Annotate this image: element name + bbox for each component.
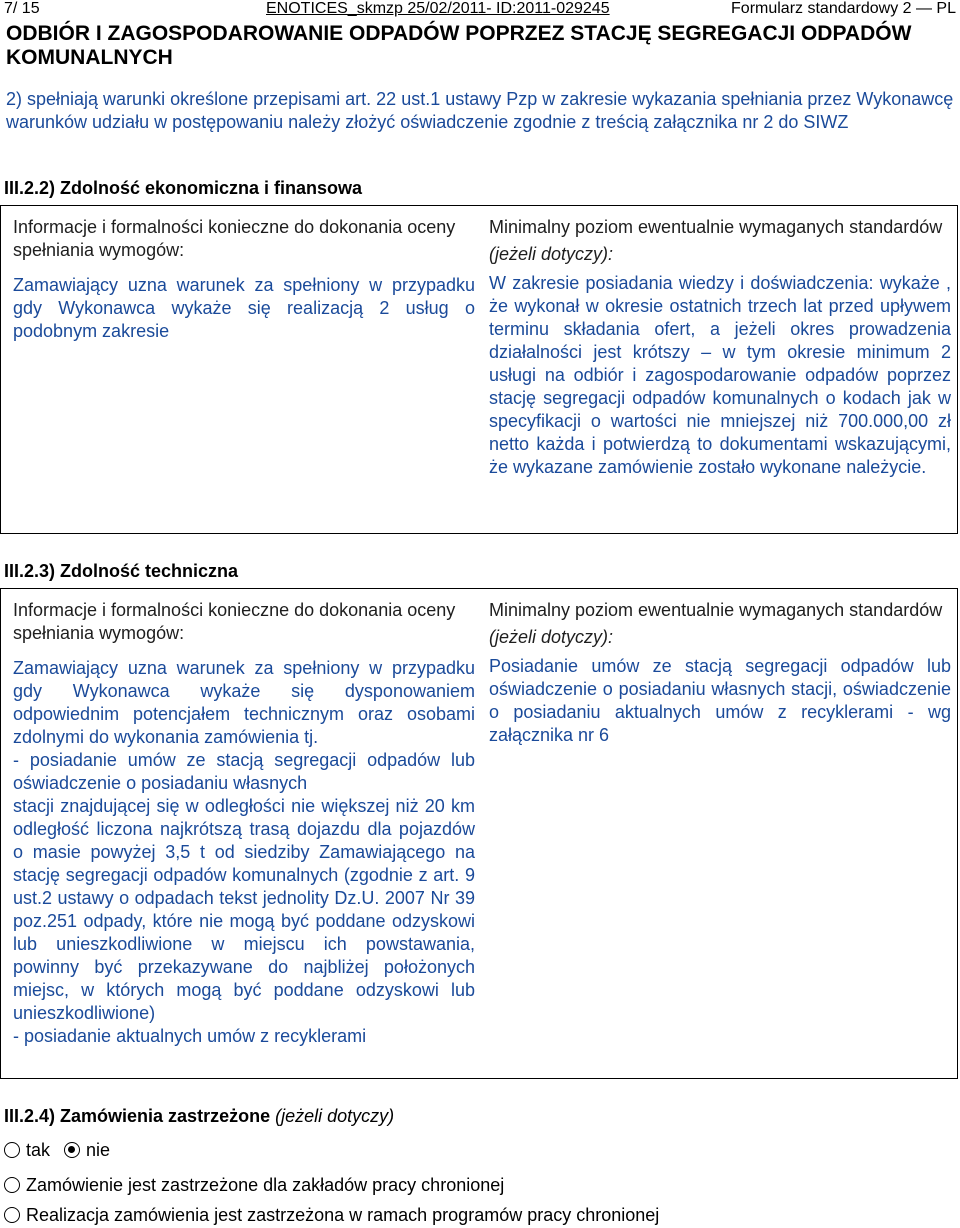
right-column <box>489 216 951 479</box>
option-protected-programs[interactable] <box>4 1204 659 1226</box>
right-label: Minimalny poziom ewentualnie wymaganych standardów <box>489 217 943 237</box>
section-box-2-3 <box>0 588 958 1079</box>
form-label: Formularz standardowy 2 — PL <box>731 0 956 17</box>
section-title-2-3: III.2.3) Zdolność techniczna <box>4 561 239 581</box>
right-text: Posiadanie umów ze stacją segregacji odpadów lub oświadczenie o posiadaniu własnych stacji, oświadczenie o posiadaniu aktualnych umów z recyklerami - wg załącznika nr 6 <box>489 656 951 745</box>
right-note: (jeżeli dotyczy): <box>489 244 614 264</box>
page-number: 7/ 15 <box>4 0 40 17</box>
option-yes[interactable] <box>4 1139 50 1161</box>
intro-paragraph: 2) spełniają warunki określone przepisami art. 22 ust.1 ustawy Pzp w zakresie wykazania spełniania przez Wykonawcę warunków udziału w postępowaniu należy złożyć oświadczenie zgodnie z treścią załącznika nr 2 do SIWZ <box>6 89 954 132</box>
radio-unchecked-icon[interactable] <box>4 1177 20 1193</box>
left-label: Informacje i formalności konieczne do dokonania oceny spełniania wymogów: <box>13 217 456 260</box>
document-title: ODBIÓR I ZAGOSPODAROWANIE ODPADÓW POPRZEZ STACJĘ SEGREGACJI ODPADÓW KOMUNALNYCH <box>6 22 912 69</box>
right-text: W zakresie posiadania wiedzy i doświadczenia: wykaże , że wykonał w okresie ostatnich trzech lat przed upływem terminu składania ofert, a jeżeli okres prowadzenia działalności jest krótszy – w tym okresie minimum 2 usługi na odbiór i zagospodarowanie odpadów poprzez stację segregacji odpadów komunalnych o kodach jak w specyfikacji o wartości nie mniejszej niż 700.000,00 zł netto każda i potwierdzą to dokumentami wskazującymi, że wykazane zamówienie zostało wykonane należycie. <box>489 273 951 477</box>
form-name: Formularz standardowy 2 <box>731 0 912 17</box>
lang-code: PL <box>936 0 956 17</box>
left-column <box>13 599 475 1048</box>
radio-unchecked-icon[interactable] <box>4 1142 20 1158</box>
option-yes-label: tak <box>26 1140 51 1160</box>
section-title-text: III.2.4) Zamówienia zastrzeżone <box>4 1106 271 1126</box>
right-note: (jeżeli dotyczy): <box>489 627 614 647</box>
radio-unchecked-icon[interactable] <box>4 1207 20 1223</box>
left-label: Informacje i formalności konieczne do dokonania oceny spełniania wymogów: <box>13 600 456 643</box>
reserved-yes-no <box>4 1139 124 1161</box>
section-title-note: (jeżeli dotyczy) <box>275 1106 395 1126</box>
radio-checked-icon[interactable] <box>64 1142 80 1158</box>
section-box-2-2 <box>0 205 958 534</box>
option-b-label: Realizacja zamówienia jest zastrzeżona w ramach programów pracy chronionej <box>26 1205 660 1225</box>
left-column <box>13 216 475 343</box>
notice-id: ENOTICES_skmzp 25/02/2011- ID:2011-029245 <box>266 0 610 17</box>
left-text: Zamawiający uzna warunek za spełniony w przypadku gdy Wykonawca wykaże się dysponowaniem odpowiednim potencjałem technicznym oraz osobami zdolnymi do wykonania zamówienia tj. - posiadanie umów ze stacją segregacji odpadów lub oświadczenie o posiadaniu własnych stacji znajdującej się w odległości nie większej niż 20 km odległość liczona najkrótszą trasą dojazdu dla pojazdów o masie powyżej 3,5 t od siedziby Zamawiającego na stację segregacji odpadów komunalnych (zgodnie z art. 9 ust.2 ustawy o odpadach tekst jednolity Dz.U. 2007 Nr 39 poz.251 odpady, które nie mogą być poddane odzyskowi lub unieszkodliwione w miejscu ich powstawania, powinny być przekazywane do najbliżej położonych miejsc, w których mogą być poddane odzyskowi lub unieszkodliwione) - posiadanie aktualnych umów z recyklerami <box>13 658 475 1046</box>
left-text: Zamawiający uzna warunek za spełniony w przypadku gdy Wykonawca wykaże się realizacją 2 usług o podobnym zakresie <box>13 275 475 341</box>
option-no-label: nie <box>86 1140 111 1160</box>
option-no[interactable] <box>64 1139 110 1161</box>
section-title-2-2: III.2.2) Zdolność ekonomiczna i finansowa <box>4 178 363 198</box>
right-label: Minimalny poziom ewentualnie wymaganych standardów <box>489 600 943 620</box>
option-a-label: Zamówienie jest zastrzeżone dla zakładów pracy chronionej <box>26 1175 505 1195</box>
option-protected-workplaces[interactable] <box>4 1174 504 1196</box>
page-header <box>4 0 956 22</box>
section-title-2-4 <box>4 1105 394 1128</box>
right-column <box>489 599 951 747</box>
